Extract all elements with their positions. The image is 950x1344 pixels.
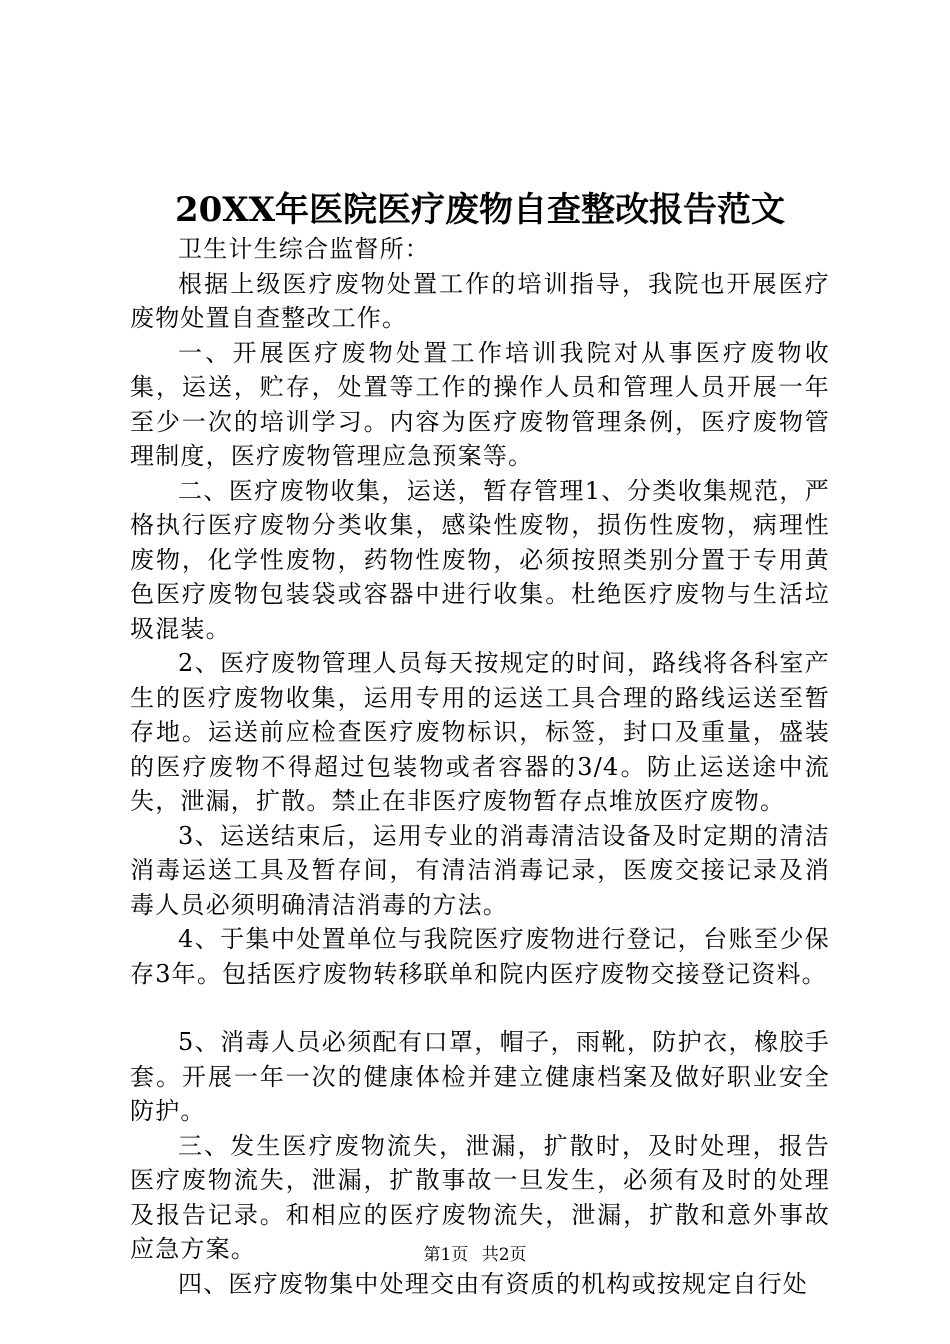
page-total: 共2页 [481, 1245, 527, 1265]
paragraph-section-4: 四、医疗废物集中处理交由有资质的机构或按规定自行处 [178, 1269, 808, 1298]
page-number: 第1页 [423, 1245, 469, 1265]
paragraph-section-1: 一、开展医疗废物处置工作培训我院对从事医疗废物收集，运送，贮存，处置等工作的操作人员和管理人员开展一年至少一次的培训学习。内容为医疗废物管理条例，医疗废物管理制度，医疗废物管理应急预案等。 [130, 338, 830, 470]
document-body [130, 232, 830, 1301]
paragraph-item-4: 4、于集中处置单位与我院医疗废物进行登记，台账至少保存3年。包括医疗废物转移联单和院内医疗废物交接登记资料。 [130, 925, 830, 988]
paragraph-section-3: 三、发生医疗废物流失，泄漏，扩散时，及时处理，报告医疗废物流失，泄漏，扩散事故一旦发生，必须有及时的处理及报告记录。和相应的医疗废物流失，泄漏，扩散和意外事故应急方案。 [130, 1131, 830, 1263]
page-footer [0, 1243, 950, 1267]
paragraph-item-2: 2、医疗废物管理人员每天按规定的时间，路线将各科室产生的医疗废物收集，运用专用的运送工具合理的路线运送至暂存地。运送前应检查医疗废物标识，标签，封口及重量，盛装的医疗废物不得超过包装物或者容器的3/4。防止运送途中流失，泄漏，扩散。禁止在非医疗废物暂存点堆放医疗废物。 [130, 649, 830, 815]
paragraph-section-2: 二、医疗废物收集，运送，暂存管理1、分类收集规范，严格执行医疗废物分类收集，感染性废物，损伤性废物，病理性废物，化学性废物，药物性废物，必须按照类别分置于专用黄色医疗废物包装袋或容器中进行收集。杜绝医疗废物与生活垃圾混装。 [130, 476, 830, 643]
paragraph-intro: 根据上级医疗废物处置工作的培训指导，我院也开展医疗废物处置自查整改工作。 [130, 269, 830, 332]
paragraph-item-3: 3、运送结束后，运用专业的消毒清洁设备及时定期的清洁消毒运送工具及暂存间，有清洁消毒记录，医废交接记录及消毒人员必须明确清洁消毒的方法。 [130, 821, 830, 919]
paragraph-salutation: 卫生计生综合监督所： [178, 235, 430, 263]
paragraph-item-5: 5、消毒人员必须配有口罩，帽子，雨靴，防护衣，橡胶手套。开展一年一次的健康体检并建立健康档案及做好职业安全防护。 [130, 1028, 830, 1125]
document-title: 20XX年医院医疗废物自查整改报告范文 [174, 190, 786, 230]
